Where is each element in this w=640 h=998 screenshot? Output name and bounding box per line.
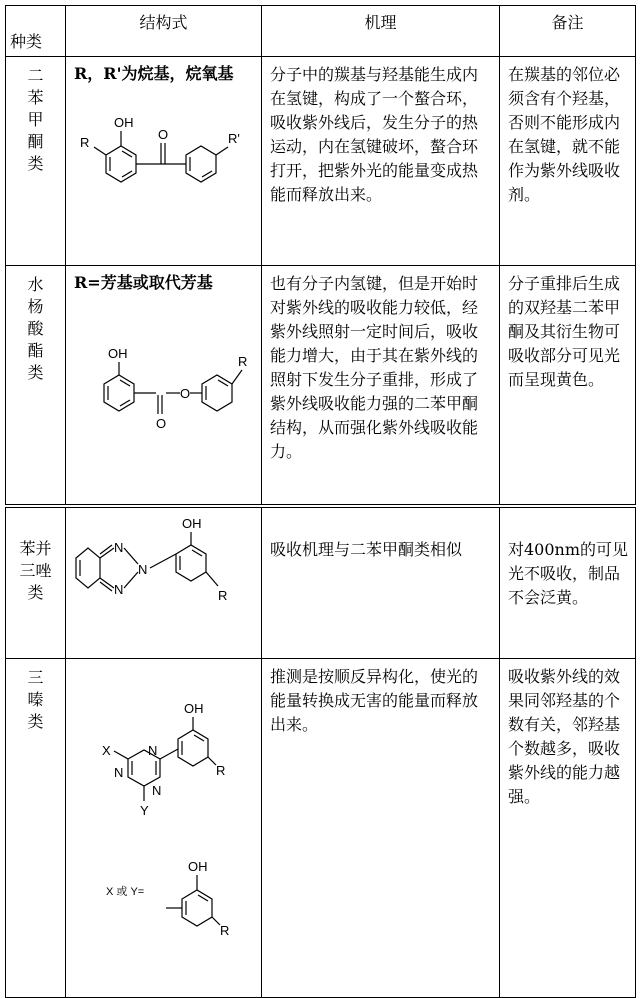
header-row [6, 6, 636, 57]
o-atom-label: O [158, 127, 169, 142]
table-row [6, 508, 636, 659]
carbonyl-o-atom-label: O [156, 416, 167, 431]
r2-atom-label: R [220, 923, 230, 938]
notes-cell: 吸收紫外线的效果同邻羟基的个数有关，邻羟基个数越多，吸收紫外线的能力越强。 [500, 659, 636, 998]
salicylate-structure-diagram [66, 294, 262, 474]
header-mechanism: 机理 [262, 6, 500, 57]
mechanism-cell: 推测是按顺反异构化，使光的能量转换成无害的能量而释放出来。 [262, 659, 500, 998]
r-atom-label: R [238, 354, 248, 369]
table-row [6, 659, 636, 998]
mechanism-cell: 分子中的羰基与羟基能生成内在氢键，构成了一个螯合环，吸收紫外线后，发生分子的热运动，内在氢键破坏，螯合环打开，把紫外光的能量变成热能而释放出来。 [262, 57, 500, 266]
notes-cell: 在羰基的邻位必须含有个羟基，否则不能形成内在氢键，就不能作为紫外线吸收剂。 [500, 57, 636, 266]
benzotriazole-structure-diagram [66, 508, 262, 626]
mechanism-cell: 也有分子内氢键，但是开始时对紫外线的吸收能力较低，经紫外线照射一定时间后，吸收能力增大，由于其在紫外线的照射下发生分子重排，形成了紫外线吸收能力强的二苯甲酮结构，从而强化紫外线吸收能力。 [262, 266, 500, 505]
n2-atom-label: N [114, 582, 124, 597]
x-atom-label: X [102, 743, 111, 758]
structure-label: R=芳基或取代芳基 [74, 273, 213, 292]
n2-atom-label: N [114, 765, 124, 780]
oh-atom-label: OH [184, 701, 204, 716]
x-or-y-label: X 或 Y= [106, 886, 145, 898]
structure-cell [66, 508, 262, 659]
o-atom-label: O [180, 386, 191, 401]
r-prime-atom-label: R' [228, 131, 240, 146]
r-atom-label: R [216, 763, 226, 778]
n3-atom-label: N [152, 783, 162, 798]
header-notes: 备注 [500, 6, 636, 57]
structure-cell [66, 266, 262, 505]
oh-atom-label: OH [114, 115, 134, 130]
y-atom-label: Y [140, 803, 149, 818]
n1-atom-label: N [114, 540, 124, 555]
notes-cell: 分子重排后生成的双羟基二苯甲酮及其衍生物可吸收部分可见光而呈现黄色。 [500, 266, 636, 505]
r-atom-label: R [80, 135, 90, 150]
category-cell: 苯并 三唑 类 [6, 508, 66, 659]
n1-atom-label: N [148, 743, 158, 758]
category-cell: 二 苯 甲 酮 类 [6, 57, 66, 266]
structure-label: R，R'为烷基，烷氧基 [74, 64, 234, 83]
benzophenone-structure-diagram [66, 85, 262, 225]
notes-cell: 对400nm的可见光不吸收，制品不会泛黄。 [500, 508, 636, 659]
structure-cell [66, 659, 262, 998]
category-cell: 水 杨 酸 酯 类 [6, 266, 66, 505]
table-row [6, 266, 636, 505]
table-row [6, 57, 636, 266]
r-atom-label: R [218, 588, 228, 603]
oh-atom-label: OH [108, 346, 128, 361]
header-structure: 结构式 [66, 6, 262, 57]
uv-absorber-table [5, 5, 636, 998]
triazine-structure-diagram [66, 659, 262, 987]
mechanism-cell: 吸收机理与二苯甲酮类相似 [262, 508, 500, 659]
n3-atom-label: N [138, 562, 148, 577]
oh-atom-label: OH [182, 516, 202, 531]
header-category: 种类 [6, 6, 66, 57]
structure-cell [66, 57, 262, 266]
category-cell: 三 嗪 类 [6, 659, 66, 998]
oh2-atom-label: OH [188, 859, 208, 874]
